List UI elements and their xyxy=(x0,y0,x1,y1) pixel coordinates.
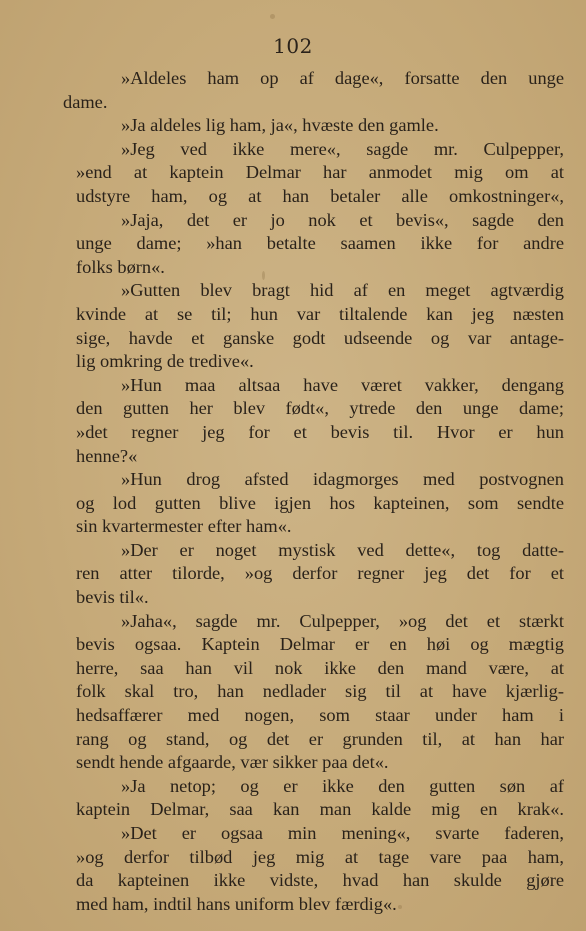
text-line: sin kvartermester efter ham«. xyxy=(76,516,292,537)
text-line: herre, saa han vil nok ikke den mand være, at xyxy=(76,657,564,678)
text-line: ren atter tilorde, »og derfor regner jeg det for et xyxy=(76,563,564,584)
paper-speck xyxy=(262,271,265,280)
text-line: og lod gutten blive igjen hos kapteinen, som sendte xyxy=(76,492,564,513)
text-line: da kapteinen ikke vidste, hvad han skulde gjøre xyxy=(76,870,564,891)
text-line: bevis til«. xyxy=(76,587,149,608)
text-line: »Der er noget mystisk ved dette«, tog datte- xyxy=(121,539,564,560)
paper-speck xyxy=(398,905,402,909)
text-line: »Gutten blev bragt hid af en meget agtværdig xyxy=(121,280,564,301)
text-line: hedsaffærer med nogen, som staar under ham i xyxy=(76,705,564,726)
text-line: sendt hende afgaarde, vær sikker paa det«. xyxy=(76,752,389,773)
text-line: »Ja aldeles lig ham, ja«, hvæste den gamle. xyxy=(121,115,439,136)
text-line: »det regner jeg for et bevis til. Hvor er hun xyxy=(76,421,564,442)
text-line: folks børn«. xyxy=(76,256,165,277)
text-line: henne?« xyxy=(76,445,138,466)
text-line: kvinde at se til; hun var tiltalende kan jeg næsten xyxy=(76,303,564,324)
text-line: »Hun maa altsaa have været vakker, dengang xyxy=(121,374,564,395)
text-line: »Hun drog afsted idagmorges med postvognen xyxy=(121,469,564,490)
text-line: kaptein Delmar, saa kan man kalde mig en krak«. xyxy=(76,799,564,820)
text-line: »end at kaptein Delmar har anmodet mig om at xyxy=(76,162,564,183)
body-text xyxy=(63,67,564,916)
text-line: »og derfor tilbød jeg mig at tage vare paa ham, xyxy=(76,846,564,867)
text-line: »Ja netop; og er ikke den gutten søn af xyxy=(121,775,564,796)
text-line: »Aldeles ham op af dage«, forsatte den unge xyxy=(121,68,564,88)
text-line: bevis ogsaa. Kaptein Delmar er en høi og mægtig xyxy=(76,634,564,655)
text-line: unge dame; »han betalte saamen ikke for andre xyxy=(76,233,564,254)
text-line: »Jaha«, sagde mr. Culpepper, »og det et stærkt xyxy=(121,610,564,631)
text-line: udstyre ham, og at han betaler alle omkostninger«, xyxy=(76,185,564,206)
text-line: med ham, indtil hans uniform blev færdig«. xyxy=(76,893,397,914)
page-number: 102 xyxy=(273,34,313,58)
text-line: dame. xyxy=(63,91,108,112)
paper-speck xyxy=(270,14,275,19)
text-line: folk skal tro, han nedlader sig til at have kjærlig- xyxy=(76,681,564,702)
text-line: »Det er ogsaa min mening«, svarte faderen, xyxy=(121,823,564,843)
text-line: rang og stand, og det er grunden til, at han har xyxy=(76,728,564,749)
text-line: »Jeg ved ikke mere«, sagde mr. Culpepper, xyxy=(121,138,564,159)
text-line: sige, havde et ganske godt udseende og var antage- xyxy=(76,327,564,348)
text-line: »Jaja, det er jo nok et bevis«, sagde den xyxy=(121,209,564,230)
text-line: lig omkring de tredive«. xyxy=(76,351,254,372)
text-line: den gutten her blev født«, ytrede den unge dame; xyxy=(76,398,564,419)
